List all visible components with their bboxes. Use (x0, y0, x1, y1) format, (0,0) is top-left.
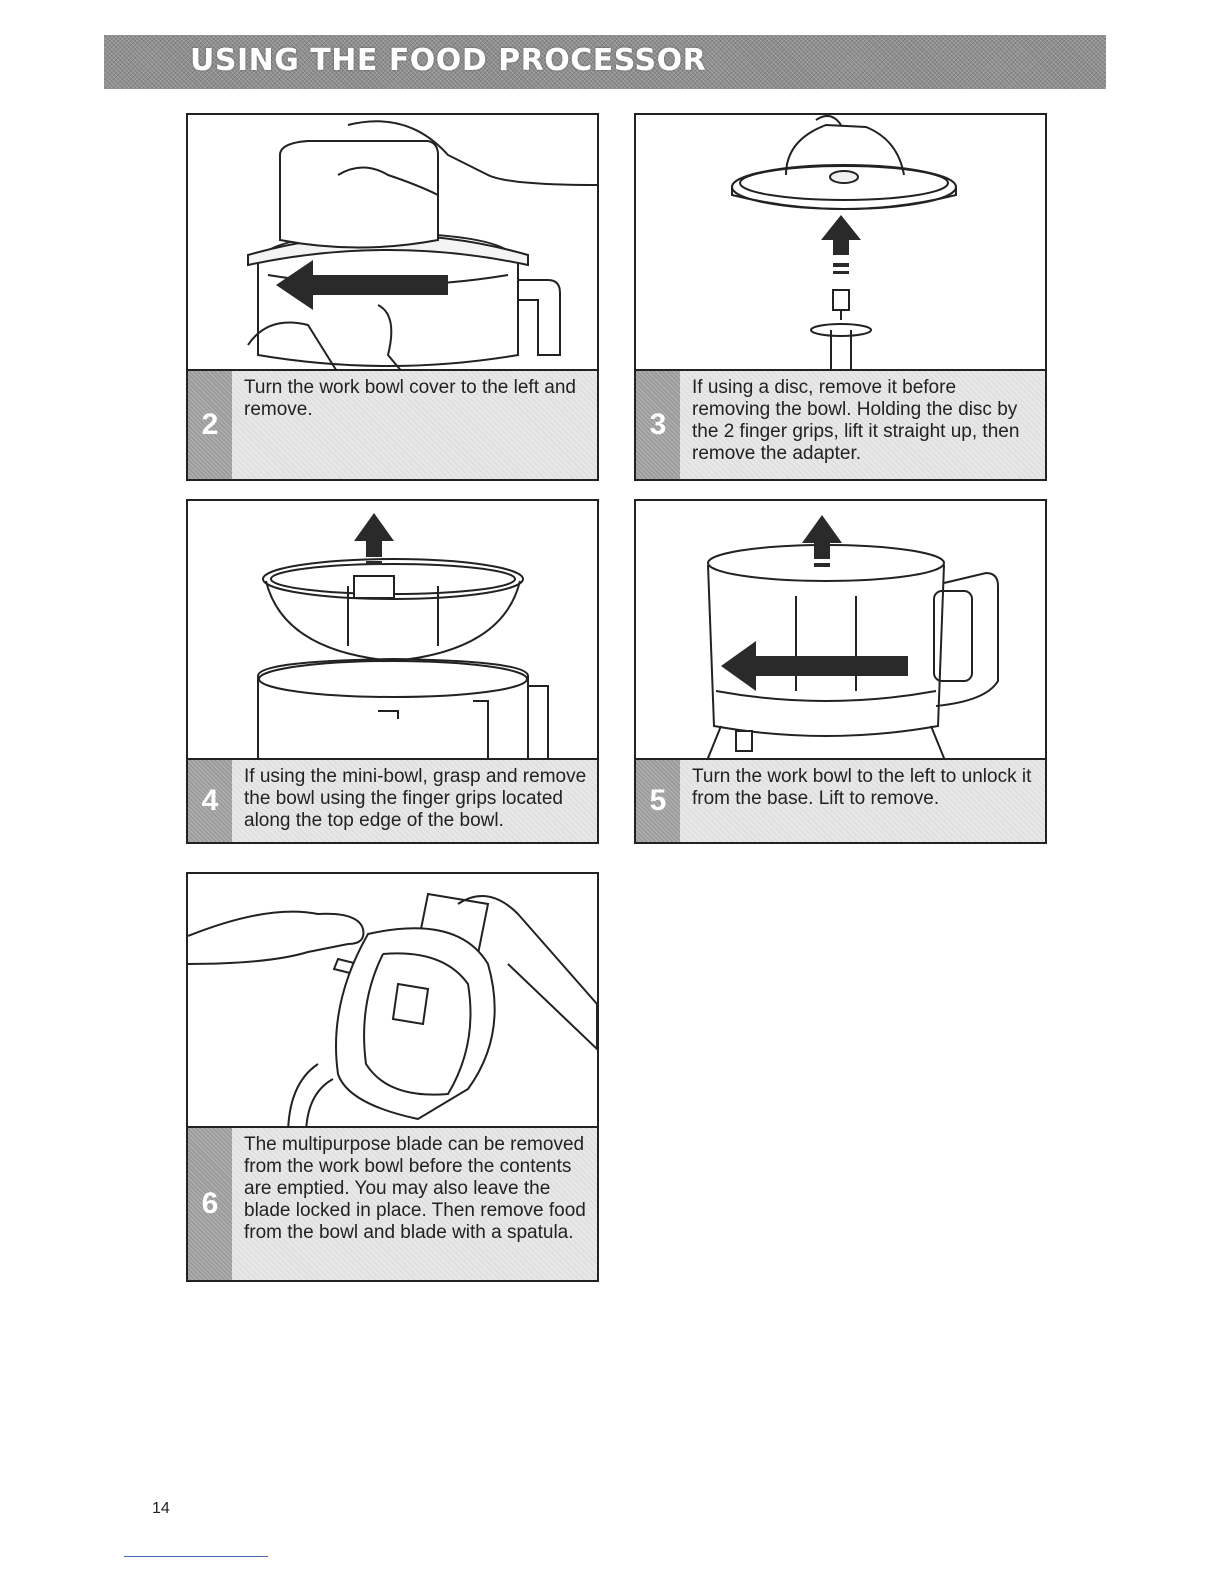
step-text: Turn the work bowl cover to the left and remove. (244, 377, 576, 420)
step-4-caption (188, 758, 597, 842)
footer-divider (124, 1556, 268, 1557)
step-6-panel (186, 872, 599, 1282)
unlock-work-bowl-illustration (636, 501, 1045, 763)
section-title-bar (104, 35, 1106, 89)
step-text: Turn the work bowl to the left to unlock it from the base. Lift to remove. (692, 766, 1032, 809)
turn-cover-illustration (188, 115, 597, 373)
arrow-up-icon (821, 215, 861, 274)
step-text: The multipurpose blade can be removed from the work bowl before the contents are emptied. You may also leave the blade locked in place. Then remove food from the bowl and blade with a spatula. (244, 1134, 586, 1243)
page-number: 14 (152, 1500, 170, 1517)
remove-mini-bowl-illustration (188, 501, 597, 763)
step-text: If using a disc, remove it before removing the bowl. Holding the disc by the 2 finger grips, lift it straight up, then remove the adapter. (692, 377, 1020, 464)
step-number: 6 (188, 1128, 232, 1280)
step-2-panel (186, 113, 599, 481)
step-3-panel (634, 113, 1047, 481)
step-text: If using the mini-bowl, grasp and remove the bowl using the finger grips located along the top edge of the bowl. (244, 766, 587, 831)
step-5-panel (634, 499, 1047, 844)
step-6-caption (188, 1126, 597, 1280)
step-5-caption (636, 758, 1045, 842)
step-number: 4 (188, 760, 232, 842)
step-number: 5 (636, 760, 680, 842)
step-3-caption (636, 369, 1045, 479)
remove-disc-illustration (636, 115, 1045, 373)
step-number: 2 (188, 371, 232, 479)
section-title: USING THE FOOD PROCESSOR (190, 43, 707, 78)
step-2-caption (188, 369, 597, 479)
step-4-panel (186, 499, 599, 844)
arrow-up-icon (354, 513, 394, 565)
empty-bowl-illustration (188, 874, 597, 1136)
step-number: 3 (636, 371, 680, 479)
arrow-left-icon (721, 641, 908, 691)
